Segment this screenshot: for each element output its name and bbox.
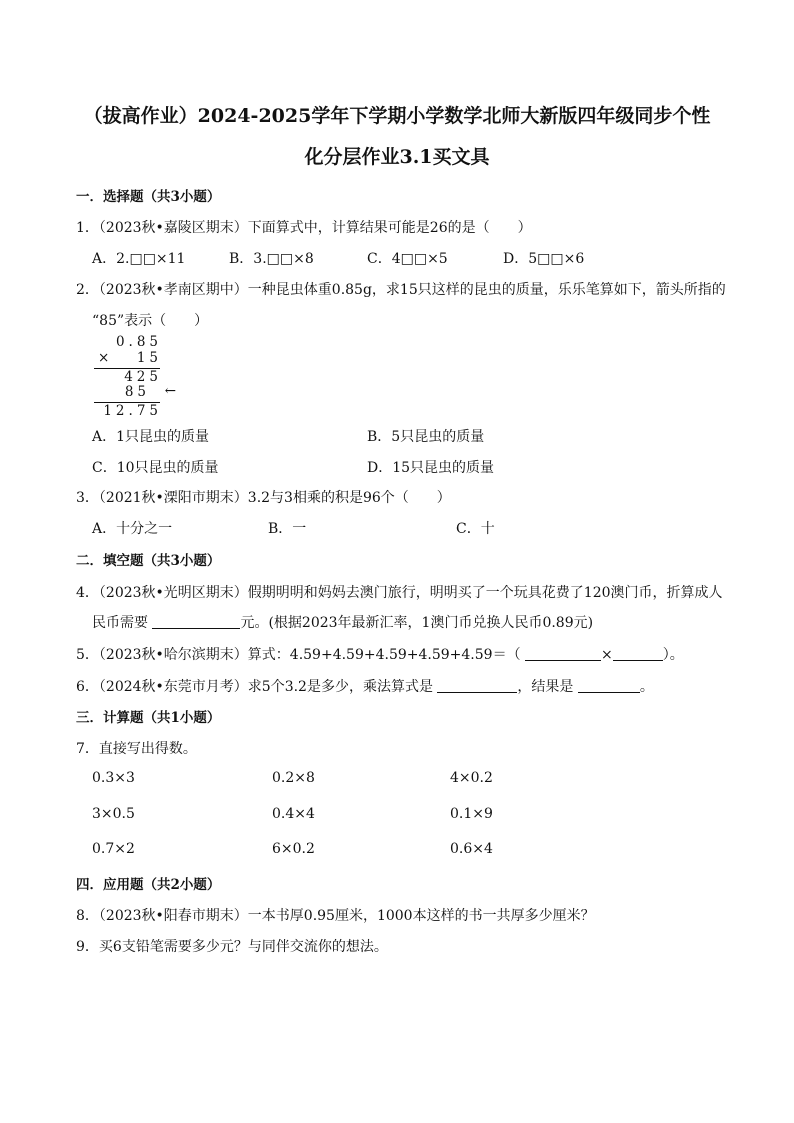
vm-multiplier: 15	[136, 350, 162, 366]
question-6-stem	[76, 676, 654, 696]
calc-item: 3×0.5	[92, 806, 135, 822]
q4-answer-blank[interactable]	[152, 615, 240, 629]
question-4-stem-line1: 4．（2023秋•光明区期末）假期明明和妈妈去澳门旅行，明明买了一个玩具花费了120澳门币，折算成人	[76, 585, 723, 601]
calc-item: 0.4×4	[272, 806, 315, 822]
vm-times-sign: ×	[98, 350, 110, 366]
q5-text-a: 5．（2023秋•哈尔滨期末）算式：4.59+4.59+4.59+4.59+4.59＝（	[76, 647, 521, 663]
q1-option-d: D．5□□×6	[503, 251, 585, 267]
document-title-line2: 化分层作业3.1买文具	[304, 146, 490, 168]
vm-partial-2: 85	[124, 384, 150, 400]
question-3-stem: 3．（2021秋•溧阳市期末）3.2与3相乘的积是96个（ ）	[76, 490, 451, 506]
calc-item: 0.3×3	[92, 770, 135, 786]
document-title-line1: （拔高作业）2024-2025学年下学期小学数学北师大新版四年级同步个性	[83, 105, 711, 127]
question-2-stem-line2: “85”表示（ ）	[92, 313, 209, 329]
calc-item: 0.2×8	[272, 770, 315, 786]
q2-option-c: C．10只昆虫的质量	[92, 460, 219, 476]
q2-option-b: B．5只昆虫的质量	[367, 429, 485, 445]
q6-text-b: ，结果是	[517, 679, 574, 695]
q5-blank-2[interactable]	[613, 647, 663, 661]
section-heading-choice: 一．选择题（共3小题）	[76, 189, 221, 205]
q5-text-b: ）。	[662, 647, 684, 663]
calc-item: 6×0.2	[272, 841, 315, 857]
vm-product: 12.75	[103, 403, 162, 419]
q3-option-b: B．一	[268, 521, 307, 537]
calc-item: 0.1×9	[450, 806, 493, 822]
calc-item: 4×0.2	[450, 770, 493, 786]
question-2-stem-line1: 2．（2023秋•孝南区期中）一种昆虫体重0.85g，求15只这样的昆虫的质量，乐乐笔算如下，箭头所指的	[76, 282, 726, 298]
q3-option-a: A．十分之一	[92, 521, 173, 537]
question-7-stem: 7．直接写出得数。	[76, 741, 197, 757]
section-heading-application: 四．应用题（共2小题）	[76, 877, 221, 893]
q3-option-c: C．十	[456, 521, 495, 537]
question-4-stem-line2	[92, 612, 593, 632]
calc-item: 0.7×2	[92, 841, 135, 857]
q6-blank-2[interactable]	[578, 679, 640, 693]
q6-text-a: 6．（2024秋•东莞市月考）求5个3.2是多少，乘法算式是	[76, 679, 433, 695]
vm-multiplicand: 0.85	[115, 334, 162, 350]
question-8-stem: 8．（2023秋•阳春市期末）一本书厚0.95厘米，1000本这样的书一共厚多少厘米？	[76, 908, 595, 924]
q1-option-b: B．3.□□×8	[229, 251, 314, 267]
q6-blank-1[interactable]	[437, 679, 517, 693]
section-heading-calc: 三．计算题（共1小题）	[76, 710, 221, 726]
q5-blank-1[interactable]	[525, 647, 601, 661]
q1-option-a: A．2.□□×11	[92, 251, 186, 267]
vm-partial-1: 425	[124, 369, 162, 385]
vertical-multiplication	[92, 334, 176, 419]
q2-option-a: A．1只昆虫的质量	[92, 429, 210, 445]
q5-times: ×	[601, 647, 613, 663]
question-1-stem: 1．（2023秋•嘉陵区期末）下面算式中，计算结果可能是26的是（ ）	[76, 220, 532, 236]
question-9-stem: 9．买6支铅笔需要多少元？与同伴交流你的想法。	[76, 939, 388, 955]
arrow-left-icon: ←	[164, 383, 176, 399]
q1-option-c: C．4□□×5	[367, 251, 448, 267]
section-heading-fill: 二．填空题（共3小题）	[76, 553, 221, 569]
q4-text-a: 民币需要	[92, 615, 148, 631]
q4-text-b: 元。(根据2023年最新汇率，1澳门币兑换人民币0.89元)	[240, 615, 594, 631]
calc-item: 0.6×4	[450, 841, 493, 857]
q2-option-d: D．15只昆虫的质量	[367, 460, 495, 476]
q6-text-c: 。	[639, 679, 654, 695]
question-5-stem	[76, 644, 684, 664]
